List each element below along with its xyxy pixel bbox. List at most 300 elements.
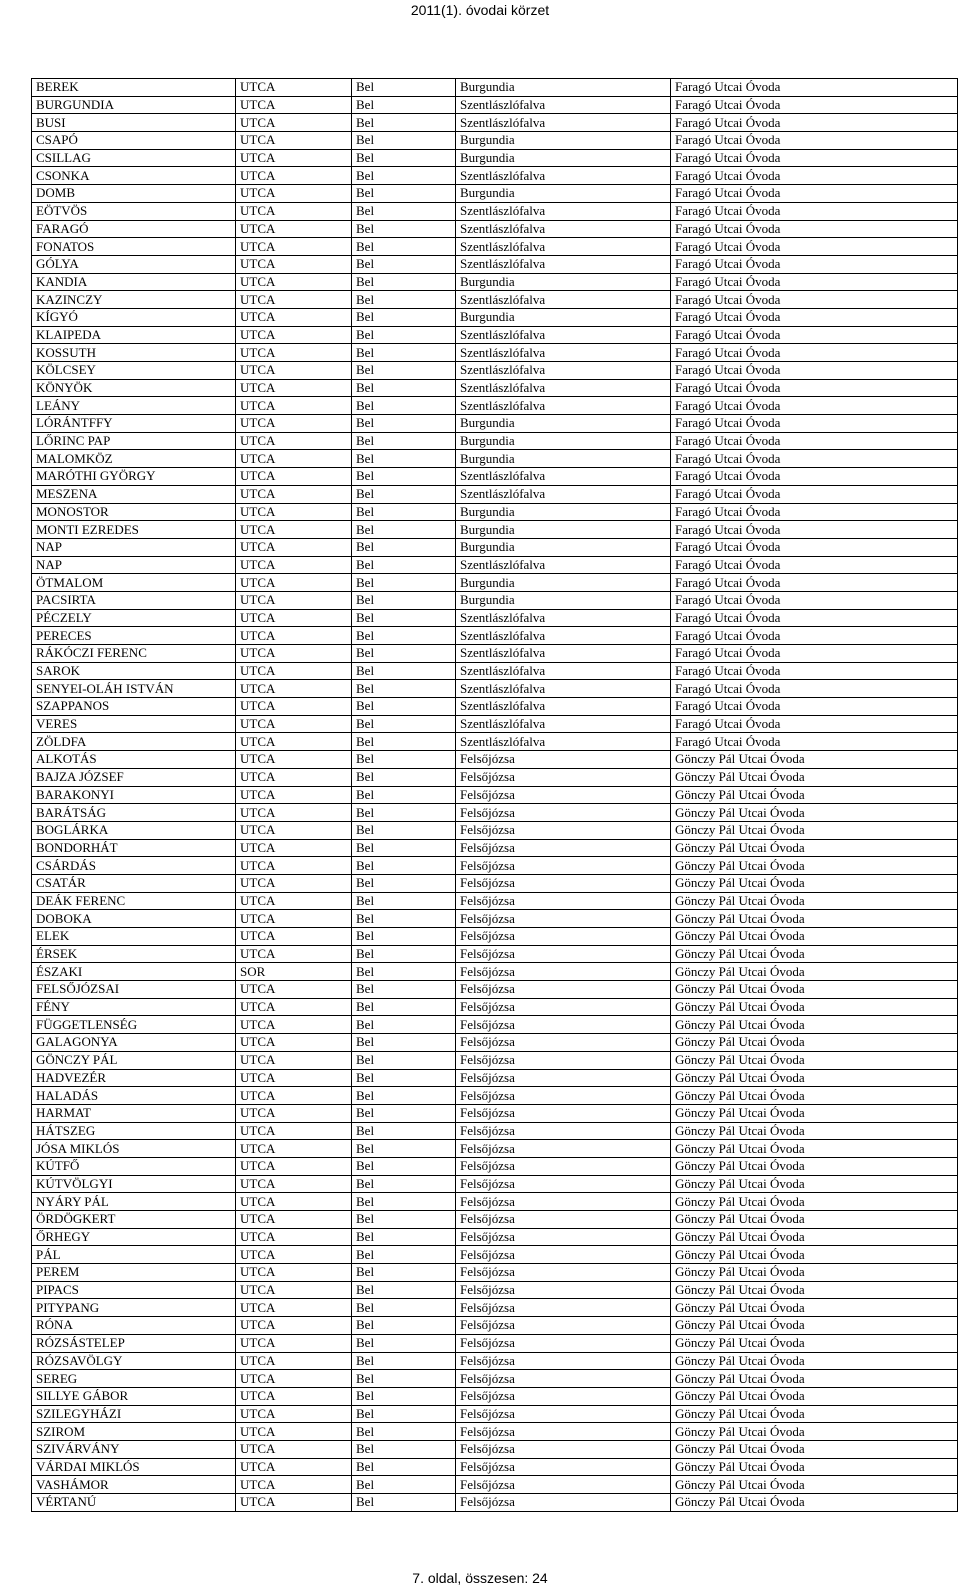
district-cell: Felsőjózsa bbox=[456, 1423, 671, 1441]
street-type-cell: UTCA bbox=[236, 928, 352, 946]
table-row bbox=[32, 1104, 958, 1122]
area-cell: Bel bbox=[352, 698, 456, 716]
street-type-cell: UTCA bbox=[236, 1299, 352, 1317]
area-cell: Bel bbox=[352, 1034, 456, 1052]
table-row bbox=[32, 1458, 958, 1476]
kindergarten-cell: Gönczy Pál Utcai Óvoda bbox=[671, 1387, 958, 1405]
kindergarten-cell: Faragó Utcai Óvoda bbox=[671, 291, 958, 309]
area-cell: Bel bbox=[352, 291, 456, 309]
table-row bbox=[32, 96, 958, 114]
kindergarten-cell: Faragó Utcai Óvoda bbox=[671, 538, 958, 556]
area-cell: Bel bbox=[352, 1299, 456, 1317]
street-type-cell: UTCA bbox=[236, 1175, 352, 1193]
table-row bbox=[32, 326, 958, 344]
kindergarten-cell: Gönczy Pál Utcai Óvoda bbox=[671, 1016, 958, 1034]
street-name-cell: ZÖLDFA bbox=[32, 733, 236, 751]
page-title: 2011(1). óvodai körzet bbox=[410, 2, 550, 18]
street-type-cell: UTCA bbox=[236, 450, 352, 468]
street-type-cell: UTCA bbox=[236, 733, 352, 751]
area-cell: Bel bbox=[352, 645, 456, 663]
district-cell: Szentlászlófalva bbox=[456, 220, 671, 238]
street-type-cell: UTCA bbox=[236, 857, 352, 875]
street-name-cell: BUSI bbox=[32, 114, 236, 132]
street-type-cell: UTCA bbox=[236, 768, 352, 786]
kindergarten-cell: Faragó Utcai Óvoda bbox=[671, 591, 958, 609]
district-cell: Felsőjózsa bbox=[456, 1299, 671, 1317]
district-cell: Szentlászlófalva bbox=[456, 645, 671, 663]
street-type-cell: UTCA bbox=[236, 609, 352, 627]
street-name-cell: BARAKONYI bbox=[32, 786, 236, 804]
table-row bbox=[32, 609, 958, 627]
street-name-cell: CSILLAG bbox=[32, 149, 236, 167]
street-name-cell: PÉCZELY bbox=[32, 609, 236, 627]
district-cell: Burgundia bbox=[456, 415, 671, 433]
street-type-cell: UTCA bbox=[236, 291, 352, 309]
kindergarten-cell: Faragó Utcai Óvoda bbox=[671, 733, 958, 751]
district-cell: Felsőjózsa bbox=[456, 1334, 671, 1352]
district-cell: Burgundia bbox=[456, 132, 671, 150]
street-name-cell: VÁRDAI MIKLÓS bbox=[32, 1458, 236, 1476]
area-cell: Bel bbox=[352, 1246, 456, 1264]
table-row bbox=[32, 185, 958, 203]
table-row bbox=[32, 910, 958, 928]
table-row bbox=[32, 1352, 958, 1370]
street-type-cell: UTCA bbox=[236, 821, 352, 839]
street-name-cell: KLAIPEDA bbox=[32, 326, 236, 344]
table-row bbox=[32, 1334, 958, 1352]
table-row bbox=[32, 1016, 958, 1034]
table-row bbox=[32, 1405, 958, 1423]
street-name-cell: KÖNYÖK bbox=[32, 379, 236, 397]
district-cell: Felsőjózsa bbox=[456, 1069, 671, 1087]
table-row bbox=[32, 1157, 958, 1175]
district-cell: Burgundia bbox=[456, 308, 671, 326]
street-name-cell: LÓRÁNTFFY bbox=[32, 415, 236, 433]
street-name-cell: CSONKA bbox=[32, 167, 236, 185]
area-cell: Bel bbox=[352, 786, 456, 804]
district-cell: Felsőjózsa bbox=[456, 1317, 671, 1335]
district-cell: Szentlászlófalva bbox=[456, 202, 671, 220]
district-cell: Felsőjózsa bbox=[456, 1175, 671, 1193]
area-cell: Bel bbox=[352, 308, 456, 326]
district-cell: Felsőjózsa bbox=[456, 1016, 671, 1034]
table-row bbox=[32, 114, 958, 132]
area-cell: Bel bbox=[352, 185, 456, 203]
area-cell: Bel bbox=[352, 1211, 456, 1229]
district-cell: Szentlászlófalva bbox=[456, 662, 671, 680]
area-cell: Bel bbox=[352, 450, 456, 468]
table-row bbox=[32, 255, 958, 273]
kindergarten-cell: Faragó Utcai Óvoda bbox=[671, 114, 958, 132]
kindergarten-cell: Faragó Utcai Óvoda bbox=[671, 680, 958, 698]
kindergarten-cell: Faragó Utcai Óvoda bbox=[671, 79, 958, 97]
street-type-cell: UTCA bbox=[236, 1228, 352, 1246]
area-cell: Bel bbox=[352, 1228, 456, 1246]
district-cell: Burgundia bbox=[456, 574, 671, 592]
district-cell: Felsőjózsa bbox=[456, 1370, 671, 1388]
kindergarten-cell: Faragó Utcai Óvoda bbox=[671, 362, 958, 380]
street-name-cell: PERECES bbox=[32, 627, 236, 645]
street-name-cell: PITYPANG bbox=[32, 1299, 236, 1317]
kindergarten-cell: Gönczy Pál Utcai Óvoda bbox=[671, 1494, 958, 1512]
table-row bbox=[32, 892, 958, 910]
table-row bbox=[32, 662, 958, 680]
table-row bbox=[32, 397, 958, 415]
kindergarten-cell: Faragó Utcai Óvoda bbox=[671, 202, 958, 220]
kindergarten-cell: Gönczy Pál Utcai Óvoda bbox=[671, 821, 958, 839]
district-cell: Felsőjózsa bbox=[456, 1476, 671, 1494]
table-row bbox=[32, 1122, 958, 1140]
table-row bbox=[32, 945, 958, 963]
street-name-cell: LEÁNY bbox=[32, 397, 236, 415]
area-cell: Bel bbox=[352, 768, 456, 786]
street-type-cell: UTCA bbox=[236, 1246, 352, 1264]
area-cell: Bel bbox=[352, 114, 456, 132]
street-name-cell: KÍGYÓ bbox=[32, 308, 236, 326]
district-cell: Felsőjózsa bbox=[456, 892, 671, 910]
street-type-cell: UTCA bbox=[236, 485, 352, 503]
street-name-cell: FÉNY bbox=[32, 998, 236, 1016]
kindergarten-cell: Faragó Utcai Óvoda bbox=[671, 609, 958, 627]
street-type-cell: UTCA bbox=[236, 910, 352, 928]
street-type-cell: UTCA bbox=[236, 468, 352, 486]
street-type-cell: UTCA bbox=[236, 521, 352, 539]
street-type-cell: UTCA bbox=[236, 202, 352, 220]
street-name-cell: DEÁK FERENC bbox=[32, 892, 236, 910]
area-cell: Bel bbox=[352, 379, 456, 397]
kindergarten-cell: Faragó Utcai Óvoda bbox=[671, 379, 958, 397]
table-row bbox=[32, 149, 958, 167]
street-name-cell: ÉRSEK bbox=[32, 945, 236, 963]
kindergarten-cell: Faragó Utcai Óvoda bbox=[671, 698, 958, 716]
street-type-cell: UTCA bbox=[236, 96, 352, 114]
street-name-cell: RÓZSÁSTELEP bbox=[32, 1334, 236, 1352]
area-cell: Bel bbox=[352, 538, 456, 556]
table-row bbox=[32, 804, 958, 822]
street-type-cell: UTCA bbox=[236, 751, 352, 769]
district-cell: Burgundia bbox=[456, 591, 671, 609]
district-cell: Felsőjózsa bbox=[456, 1051, 671, 1069]
table-row bbox=[32, 645, 958, 663]
district-cell: Felsőjózsa bbox=[456, 1405, 671, 1423]
area-cell: Bel bbox=[352, 910, 456, 928]
table-row bbox=[32, 132, 958, 150]
table-body bbox=[32, 79, 958, 1512]
kindergarten-cell: Faragó Utcai Óvoda bbox=[671, 715, 958, 733]
district-cell: Szentlászlófalva bbox=[456, 733, 671, 751]
street-name-cell: CSÁRDÁS bbox=[32, 857, 236, 875]
table-row bbox=[32, 415, 958, 433]
area-cell: Bel bbox=[352, 680, 456, 698]
street-type-cell: UTCA bbox=[236, 1140, 352, 1158]
area-cell: Bel bbox=[352, 609, 456, 627]
district-cell: Felsőjózsa bbox=[456, 751, 671, 769]
table-row bbox=[32, 1423, 958, 1441]
kindergarten-cell: Faragó Utcai Óvoda bbox=[671, 344, 958, 362]
area-cell: Bel bbox=[352, 1317, 456, 1335]
kindergarten-cell: Gönczy Pál Utcai Óvoda bbox=[671, 1211, 958, 1229]
table-row bbox=[32, 768, 958, 786]
kindergarten-cell: Gönczy Pál Utcai Óvoda bbox=[671, 1157, 958, 1175]
street-type-cell: UTCA bbox=[236, 945, 352, 963]
kindergarten-cell: Gönczy Pál Utcai Óvoda bbox=[671, 874, 958, 892]
street-type-cell: UTCA bbox=[236, 1087, 352, 1105]
street-type-cell: UTCA bbox=[236, 998, 352, 1016]
table-row bbox=[32, 733, 958, 751]
table-row bbox=[32, 1299, 958, 1317]
street-type-cell: UTCA bbox=[236, 1069, 352, 1087]
table-row bbox=[32, 839, 958, 857]
table-row bbox=[32, 751, 958, 769]
street-type-cell: UTCA bbox=[236, 1122, 352, 1140]
street-type-cell: UTCA bbox=[236, 1016, 352, 1034]
table-row bbox=[32, 1069, 958, 1087]
street-name-cell: SILLYE GÁBOR bbox=[32, 1387, 236, 1405]
kindergarten-cell: Gönczy Pál Utcai Óvoda bbox=[671, 857, 958, 875]
street-name-cell: MALOMKÖZ bbox=[32, 450, 236, 468]
area-cell: Bel bbox=[352, 79, 456, 97]
street-type-cell: UTCA bbox=[236, 839, 352, 857]
area-cell: Bel bbox=[352, 415, 456, 433]
street-type-cell: UTCA bbox=[236, 1334, 352, 1352]
district-cell: Felsőjózsa bbox=[456, 981, 671, 999]
street-name-cell: SZAPPANOS bbox=[32, 698, 236, 716]
area-cell: Bel bbox=[352, 627, 456, 645]
street-name-cell: ÉSZAKI bbox=[32, 963, 236, 981]
district-cell: Szentlászlófalva bbox=[456, 680, 671, 698]
district-cell: Szentlászlófalva bbox=[456, 715, 671, 733]
table-row bbox=[32, 556, 958, 574]
table-row bbox=[32, 503, 958, 521]
street-type-cell: UTCA bbox=[236, 1051, 352, 1069]
street-type-cell: UTCA bbox=[236, 680, 352, 698]
street-name-cell: PÁL bbox=[32, 1246, 236, 1264]
district-cell: Felsőjózsa bbox=[456, 1264, 671, 1282]
kindergarten-cell: Gönczy Pál Utcai Óvoda bbox=[671, 892, 958, 910]
district-cell: Felsőjózsa bbox=[456, 998, 671, 1016]
kindergarten-cell: Faragó Utcai Óvoda bbox=[671, 503, 958, 521]
street-name-cell: MONOSTOR bbox=[32, 503, 236, 521]
table-row bbox=[32, 928, 958, 946]
area-cell: Bel bbox=[352, 1157, 456, 1175]
table-row bbox=[32, 167, 958, 185]
district-cell: Szentlászlófalva bbox=[456, 379, 671, 397]
kindergarten-cell: Faragó Utcai Óvoda bbox=[671, 185, 958, 203]
street-type-cell: UTCA bbox=[236, 1264, 352, 1282]
kindergarten-cell: Faragó Utcai Óvoda bbox=[671, 96, 958, 114]
street-type-cell: UTCA bbox=[236, 308, 352, 326]
area-cell: Bel bbox=[352, 981, 456, 999]
table-row bbox=[32, 1387, 958, 1405]
table-row bbox=[32, 1246, 958, 1264]
kindergarten-cell: Faragó Utcai Óvoda bbox=[671, 238, 958, 256]
kindergarten-cell: Faragó Utcai Óvoda bbox=[671, 662, 958, 680]
street-name-cell: KAZINCZY bbox=[32, 291, 236, 309]
table-row bbox=[32, 574, 958, 592]
table-row bbox=[32, 627, 958, 645]
table-row bbox=[32, 450, 958, 468]
kindergarten-cell: Faragó Utcai Óvoda bbox=[671, 627, 958, 645]
street-name-cell: BONDORHÁT bbox=[32, 839, 236, 857]
table-row bbox=[32, 1211, 958, 1229]
street-name-cell: VÉRTANÚ bbox=[32, 1494, 236, 1512]
district-cell: Szentlászlófalva bbox=[456, 96, 671, 114]
district-cell: Burgundia bbox=[456, 79, 671, 97]
table-row bbox=[32, 963, 958, 981]
district-cell: Felsőjózsa bbox=[456, 963, 671, 981]
table-row bbox=[32, 857, 958, 875]
street-name-cell: SZILEGYHÁZI bbox=[32, 1405, 236, 1423]
street-name-cell: SAROK bbox=[32, 662, 236, 680]
kindergarten-cell: Gönczy Pál Utcai Óvoda bbox=[671, 1405, 958, 1423]
district-cell: Felsőjózsa bbox=[456, 1246, 671, 1264]
kindergarten-cell: Faragó Utcai Óvoda bbox=[671, 574, 958, 592]
area-cell: Bel bbox=[352, 821, 456, 839]
district-cell: Felsőjózsa bbox=[456, 1140, 671, 1158]
district-cell: Burgundia bbox=[456, 432, 671, 450]
street-name-cell: JÓSA MIKLÓS bbox=[32, 1140, 236, 1158]
district-cell: Felsőjózsa bbox=[456, 857, 671, 875]
district-cell: Burgundia bbox=[456, 450, 671, 468]
district-cell: Szentlászlófalva bbox=[456, 698, 671, 716]
district-cell: Felsőjózsa bbox=[456, 768, 671, 786]
street-type-cell: UTCA bbox=[236, 698, 352, 716]
street-type-cell: UTCA bbox=[236, 167, 352, 185]
street-type-cell: UTCA bbox=[236, 1157, 352, 1175]
street-type-cell: UTCA bbox=[236, 238, 352, 256]
table-row bbox=[32, 273, 958, 291]
district-cell: Burgundia bbox=[456, 185, 671, 203]
district-cell: Szentlászlófalva bbox=[456, 627, 671, 645]
street-type-cell: UTCA bbox=[236, 149, 352, 167]
kindergarten-cell: Gönczy Pál Utcai Óvoda bbox=[671, 786, 958, 804]
table-row bbox=[32, 1370, 958, 1388]
street-type-cell: UTCA bbox=[236, 397, 352, 415]
area-cell: Bel bbox=[352, 574, 456, 592]
area-cell: Bel bbox=[352, 1423, 456, 1441]
street-name-cell: EÖTVÖS bbox=[32, 202, 236, 220]
table-row bbox=[32, 821, 958, 839]
district-cell: Szentlászlófalva bbox=[456, 114, 671, 132]
area-cell: Bel bbox=[352, 1334, 456, 1352]
street-name-cell: VERES bbox=[32, 715, 236, 733]
street-name-cell: CSAPÓ bbox=[32, 132, 236, 150]
area-cell: Bel bbox=[352, 432, 456, 450]
kindergarten-cell: Gönczy Pál Utcai Óvoda bbox=[671, 1228, 958, 1246]
street-type-cell: UTCA bbox=[236, 273, 352, 291]
table-row bbox=[32, 202, 958, 220]
district-cell: Felsőjózsa bbox=[456, 821, 671, 839]
street-name-cell: BURGUNDIA bbox=[32, 96, 236, 114]
area-cell: Bel bbox=[352, 132, 456, 150]
street-type-cell: UTCA bbox=[236, 1440, 352, 1458]
kindergarten-cell: Gönczy Pál Utcai Óvoda bbox=[671, 751, 958, 769]
table-row bbox=[32, 1051, 958, 1069]
kindergarten-cell: Faragó Utcai Óvoda bbox=[671, 415, 958, 433]
street-name-cell: DOMB bbox=[32, 185, 236, 203]
street-type-cell: UTCA bbox=[236, 538, 352, 556]
street-name-cell: HÁTSZEG bbox=[32, 1122, 236, 1140]
area-cell: Bel bbox=[352, 1440, 456, 1458]
area-cell: Bel bbox=[352, 503, 456, 521]
street-type-cell: UTCA bbox=[236, 662, 352, 680]
street-type-cell: UTCA bbox=[236, 786, 352, 804]
kindergarten-cell: Gönczy Pál Utcai Óvoda bbox=[671, 1458, 958, 1476]
street-name-cell: HADVEZÉR bbox=[32, 1069, 236, 1087]
area-cell: Bel bbox=[352, 167, 456, 185]
street-name-cell: HARMAT bbox=[32, 1104, 236, 1122]
street-name-cell: ALKOTÁS bbox=[32, 751, 236, 769]
district-cell: Szentlászlófalva bbox=[456, 238, 671, 256]
street-name-cell: BOGLÁRKA bbox=[32, 821, 236, 839]
district-cell: Felsőjózsa bbox=[456, 1494, 671, 1512]
area-cell: Bel bbox=[352, 733, 456, 751]
street-name-cell: PACSIRTA bbox=[32, 591, 236, 609]
area-cell: Bel bbox=[352, 892, 456, 910]
district-cell: Felsőjózsa bbox=[456, 1087, 671, 1105]
district-cell: Burgundia bbox=[456, 503, 671, 521]
area-cell: Bel bbox=[352, 751, 456, 769]
area-cell: Bel bbox=[352, 1087, 456, 1105]
street-type-cell: UTCA bbox=[236, 79, 352, 97]
table-row bbox=[32, 362, 958, 380]
street-name-cell: RÓZSAVÖLGY bbox=[32, 1352, 236, 1370]
street-type-cell: UTCA bbox=[236, 114, 352, 132]
area-cell: Bel bbox=[352, 945, 456, 963]
district-cell: Felsőjózsa bbox=[456, 804, 671, 822]
street-type-cell: SOR bbox=[236, 963, 352, 981]
table-row bbox=[32, 1140, 958, 1158]
district-cell: Felsőjózsa bbox=[456, 839, 671, 857]
street-name-cell: FÜGGETLENSÉG bbox=[32, 1016, 236, 1034]
district-cell: Felsőjózsa bbox=[456, 1440, 671, 1458]
area-cell: Bel bbox=[352, 1016, 456, 1034]
table-row bbox=[32, 1264, 958, 1282]
street-type-cell: UTCA bbox=[236, 220, 352, 238]
table-row bbox=[32, 998, 958, 1016]
table-row bbox=[32, 680, 958, 698]
district-cell: Szentlászlófalva bbox=[456, 291, 671, 309]
street-name-cell: VASHÁMOR bbox=[32, 1476, 236, 1494]
street-name-cell: KANDIA bbox=[32, 273, 236, 291]
district-cell: Felsőjózsa bbox=[456, 1122, 671, 1140]
street-name-cell: BEREK bbox=[32, 79, 236, 97]
area-cell: Bel bbox=[352, 362, 456, 380]
area-cell: Bel bbox=[352, 963, 456, 981]
street-type-cell: UTCA bbox=[236, 1352, 352, 1370]
street-type-cell: UTCA bbox=[236, 1281, 352, 1299]
kindergarten-cell: Gönczy Pál Utcai Óvoda bbox=[671, 981, 958, 999]
street-name-cell: BARÁTSÁG bbox=[32, 804, 236, 822]
kindergarten-cell: Gönczy Pál Utcai Óvoda bbox=[671, 910, 958, 928]
street-type-cell: UTCA bbox=[236, 326, 352, 344]
district-cell: Felsőjózsa bbox=[456, 928, 671, 946]
district-cell: Felsőjózsa bbox=[456, 1157, 671, 1175]
table-row bbox=[32, 344, 958, 362]
area-cell: Bel bbox=[352, 998, 456, 1016]
street-name-cell: KÚTVÖLGYI bbox=[32, 1175, 236, 1193]
street-name-cell: RÁKÓCZI FERENC bbox=[32, 645, 236, 663]
kindergarten-cell: Faragó Utcai Óvoda bbox=[671, 397, 958, 415]
street-name-cell: MONTI EZREDES bbox=[32, 521, 236, 539]
street-type-cell: UTCA bbox=[236, 591, 352, 609]
table-row bbox=[32, 786, 958, 804]
district-cell: Szentlászlófalva bbox=[456, 609, 671, 627]
district-cell: Szentlászlófalva bbox=[456, 344, 671, 362]
street-name-cell: CSATÁR bbox=[32, 874, 236, 892]
street-type-cell: UTCA bbox=[236, 715, 352, 733]
street-type-cell: UTCA bbox=[236, 1370, 352, 1388]
